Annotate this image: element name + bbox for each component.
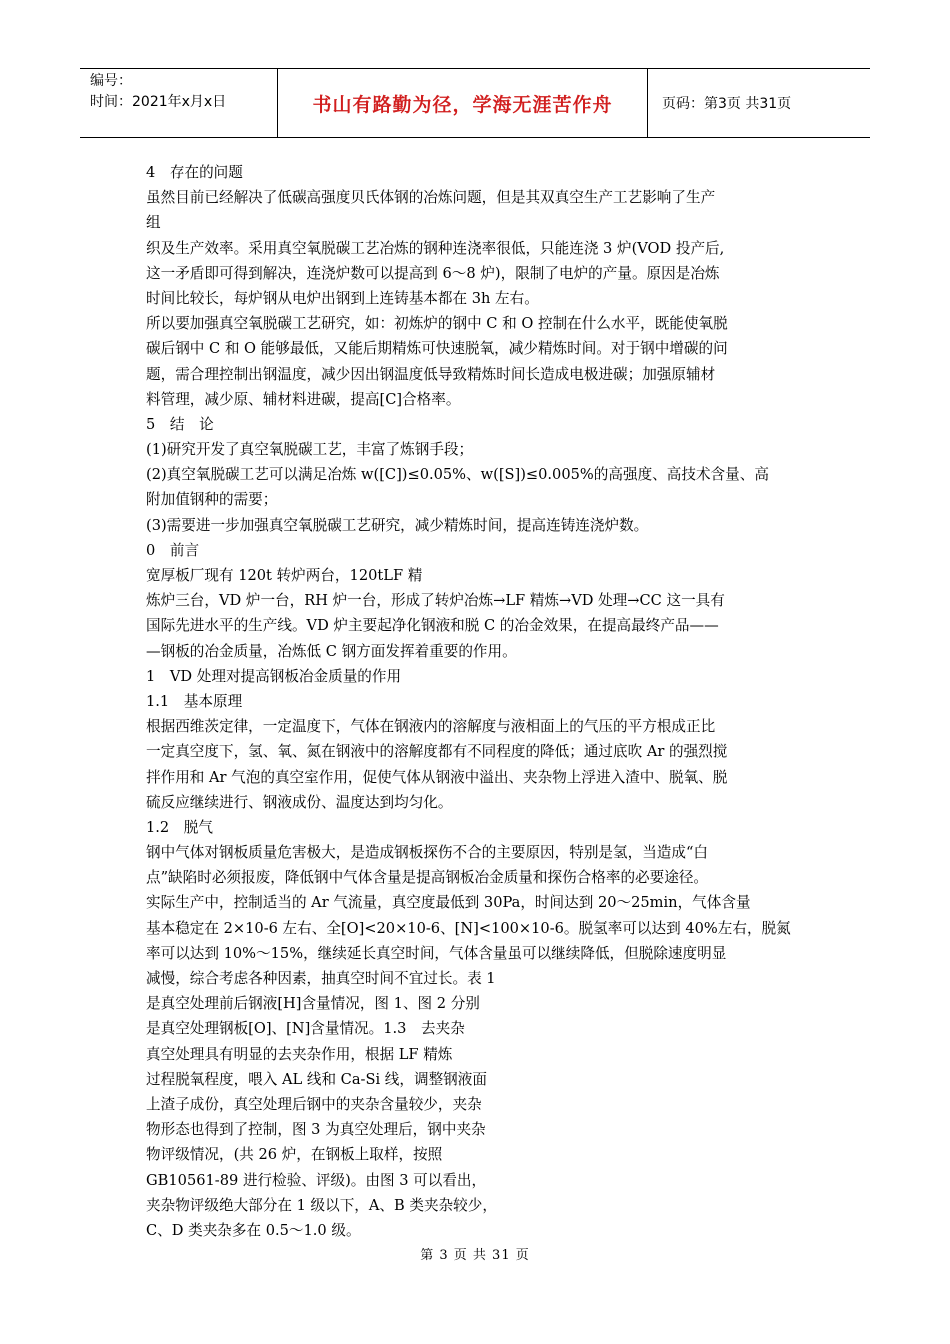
text-line: 过程脱氧程度，喂入 AL 线和 Ca-Si 线，调整钢液面 xyxy=(146,1070,487,1088)
text-line: GB10561-89 进行检验、评级)。由图 3 可以看出， xyxy=(146,1171,487,1189)
text-line: (2)真空氧脱碳工艺可以满足冶炼 w([C])≤0.05%、w([S])≤0.005%的高强度、高技术含量、高 xyxy=(146,466,769,484)
text-line: C、D 类夹杂多在 0.5～1.0 级。 xyxy=(146,1221,361,1239)
text-line: 钢中气体对钢板质量危害极大，是造成钢板探伤不合的主要原因，特别是氢，当造成“白 xyxy=(146,844,709,862)
text-line: 题，需合理控制出钢温度，减少因出钢温度低导致精炼时间长造成电极进碳；加强原辅材 xyxy=(146,365,716,383)
text-line: 时间比较长，每炉钢从电炉出钢到上连铸基本都在 3h 左右。 xyxy=(146,289,539,307)
text-line: 国际先进水平的生产线。VD 炉主要起净化钢液和脱 C 的冶金效果，在提高最终产品—— xyxy=(146,617,719,635)
text-line: 物形态也得到了控制，图 3 为真空处理后，钢中夹杂 xyxy=(146,1121,486,1139)
text-line: 是真空处理前后钢液[H]含量情况，图 1、图 2 分别 xyxy=(146,995,480,1013)
text-line: 料管理，减少原、辅材料进碳，提高[C]合格率。 xyxy=(146,390,461,408)
document-number-label: 编号： xyxy=(90,73,132,89)
text-line: 一定真空度下，氢、氧、氮在钢液中的溶解度都有不同程度的降低；通过底吹 Ar 的强烈搅 xyxy=(146,743,728,761)
text-line: 根据西维茨定律，一定温度下，气体在钢液内的溶解度与液相面上的气压的平方根成正比 xyxy=(146,718,716,736)
text-line: 1 VD 处理对提高钢板冶金质量的作用 xyxy=(146,667,402,685)
text-line: —钢板的冶金质量，冶炼低 C 钢方面发挥着重要的作用。 xyxy=(146,642,517,660)
text-line: 上渣子成份，真空处理后钢中的夹杂含量较少，夹杂 xyxy=(146,1095,482,1113)
text-line: 1.1 基本原理 xyxy=(146,692,243,710)
text-line: 0 前言 xyxy=(146,541,200,559)
text-line: 实际生产中，控制适当的 Ar 气流量，真空度最低到 30Pa，时间达到 20～25min，气体含量 xyxy=(146,894,751,912)
text-line: 硫反应继续进行、钢液成份、温度达到均匀化。 xyxy=(146,793,453,811)
text-line: 织及生产效率。采用真空氧脱碳工艺冶炼的钢种连浇率很低，只能连浇 3 炉(VOD 投产后, xyxy=(146,239,725,257)
text-line: 拌作用和 Ar 气泡的真空室作用，促使气体从钢液中溢出、夹杂物上浮进入渣中、脱氧、脱 xyxy=(146,768,728,786)
text-line: 4 存在的问题 xyxy=(146,164,243,181)
header-page-label: 页码：第3页 共31页 xyxy=(662,96,792,112)
text-line: (3)需要进一步加强真空氧脱碳工艺研究，减少精炼时间，提高连铸连浇炉数。 xyxy=(146,516,649,534)
text-line: 虽然目前已经解决了低碳高强度贝氏体钢的冶炼问题，但是其双真空生产工艺影响了生产 xyxy=(146,189,716,207)
text-line: 碳后钢中 C 和 O 能够最低，又能后期精炼可快速脱氧，减少精炼时间。对于钢中增碳的问 xyxy=(146,340,728,358)
text-line: 是真空处理钢板[O]、[N]含量情况。1.3 去夹杂 xyxy=(146,1020,465,1038)
header-meta xyxy=(80,69,278,137)
text-line: 率可以达到 10%～15%，继续延长真空时间，气体含量虽可以继续降低，但脱除速度明显 xyxy=(146,944,727,962)
text-line: 这一矛盾即可得到解决，连浇炉数可以提高到 6～8 炉)，限制了电炉的产量。原因是冶炼 xyxy=(146,264,720,282)
text-line: 附加值钢种的需要； xyxy=(146,491,278,509)
text-line: 组 xyxy=(146,214,161,232)
text-line: 1.2 脱气 xyxy=(146,818,213,836)
document-date-label: 时间：2021年x月x日 xyxy=(90,94,227,110)
header-motto: 书山有路勤为径，学海无涯苦作舟 xyxy=(278,69,648,137)
document-body xyxy=(146,160,811,1243)
text-line: 物评级情况，(共 26 炉，在钢板上取样，按照 xyxy=(146,1146,443,1164)
text-line: 基本稳定在 2×10-6 左右、全[O]<20×10-6、[N]<100×10-6。脱氢率可以达到 40%左右，脱氮 xyxy=(146,919,791,937)
text-line: 点”缺陷时必须报废，降低钢中气体含量是提高钢板冶金质量和探伤合格率的必要途径。 xyxy=(146,869,709,887)
page-footer: 第 3 页 共 31 页 xyxy=(420,1248,530,1263)
text-line: (1)研究开发了真空氧脱碳工艺，丰富了炼钢手段； xyxy=(146,441,474,459)
text-line: 宽厚板厂现有 120t 转炉两台，120tLF 精 xyxy=(146,567,423,584)
text-line: 夹杂物评级绝大部分在 1 级以下，A、B 类夹杂较少， xyxy=(146,1196,497,1214)
text-line: 炼炉三台，VD 炉一台，RH 炉一台，形成了转炉冶炼→LF 精炼→VD 处理→CC 这一具有 xyxy=(146,592,725,610)
text-line: 减慢，综合考虑各种因素，抽真空时间不宜过长。表 1 xyxy=(146,970,496,987)
text-line: 5 结 论 xyxy=(146,415,214,433)
page-header xyxy=(80,68,870,138)
text-line: 真空处理具有明显的去夹杂作用，根据 LF 精炼 xyxy=(146,1045,453,1063)
text-line: 所以要加强真空氧脱碳工艺研究，如：初炼炉的钢中 C 和 O 控制在什么水平，既能使氧脱 xyxy=(146,315,728,333)
